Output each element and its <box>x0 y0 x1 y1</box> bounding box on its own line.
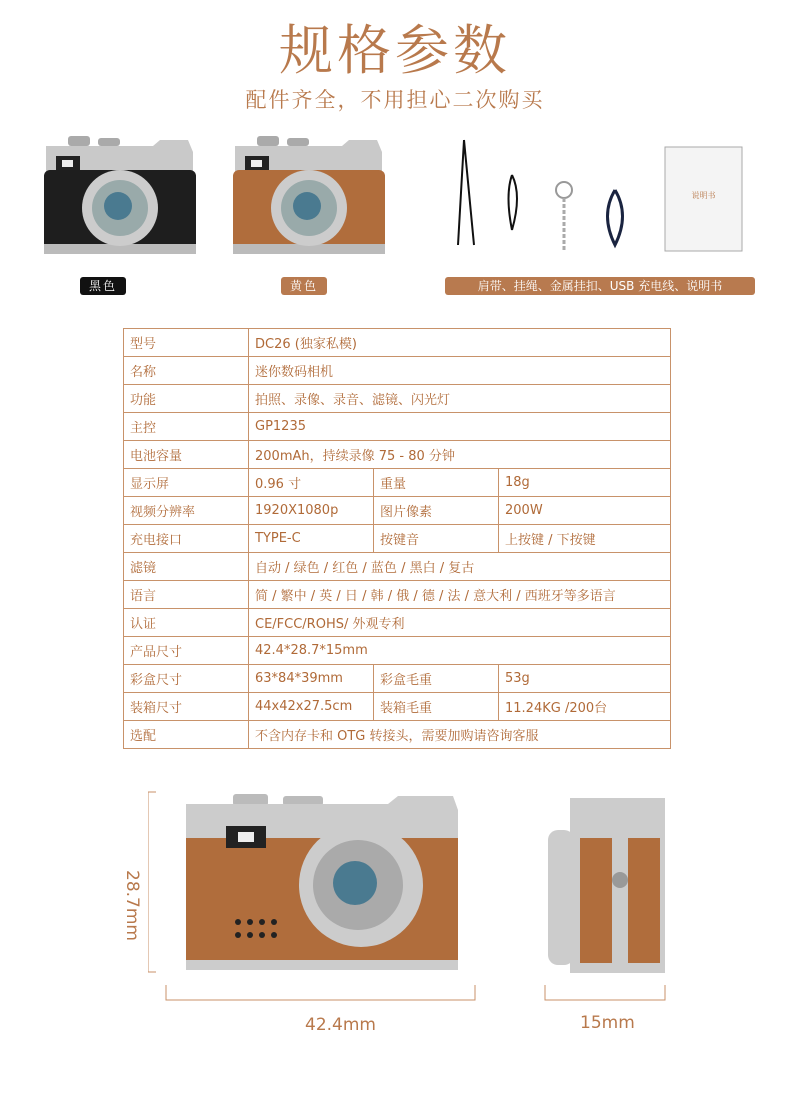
spec-label: 选配 <box>124 721 249 749</box>
spec-value: 200W <box>499 497 671 525</box>
spec-row <box>124 385 671 413</box>
spec-value: 44x42x27.5cm <box>249 693 374 721</box>
page-subtitle: 配件齐全，不用担心二次购买 <box>245 88 545 112</box>
spec-row <box>124 721 671 749</box>
spec-label: 电池容量 <box>124 441 249 469</box>
spec-value: 53g <box>499 665 671 693</box>
spec-label: 装箱毛重 <box>374 693 499 721</box>
spec-value: 18g <box>499 469 671 497</box>
spec-value: 不含内存卡和 OTG 转接头，需要加购请咨询客服 <box>249 721 671 749</box>
spec-label: 主控 <box>124 413 249 441</box>
side-dimension-drawing <box>540 790 670 1005</box>
spec-value: 自动 / 绿色 / 红色 / 蓝色 / 黑白 / 复古 <box>249 553 671 581</box>
spec-value: 200mAh，持续录像 75 - 80 分钟 <box>249 441 671 469</box>
spec-label: 型号 <box>124 329 249 357</box>
spec-value: 拍照、录像、录音、滤镜、闪光灯 <box>249 385 671 413</box>
spec-row <box>124 693 671 721</box>
spec-value: 11.24KG /200台 <box>499 693 671 721</box>
spec-label: 装箱尺寸 <box>124 693 249 721</box>
spec-label: 名称 <box>124 357 249 385</box>
depth-dimension: 15mm <box>580 1013 635 1033</box>
spec-row <box>124 553 671 581</box>
page-title: 规格参数 <box>279 19 511 82</box>
spec-label: 图片像素 <box>374 497 499 525</box>
height-dimension: 28.7mm <box>122 870 142 941</box>
spec-row <box>124 497 671 525</box>
spec-label: 彩盒毛重 <box>374 665 499 693</box>
spec-label: 功能 <box>124 385 249 413</box>
spec-value: 上按键 / 下按键 <box>499 525 671 553</box>
spec-value: TYPE-C <box>249 525 374 553</box>
width-dimension: 42.4mm <box>305 1015 376 1035</box>
spec-value: 0.96 寸 <box>249 469 374 497</box>
spec-label: 按键音 <box>374 525 499 553</box>
spec-label: 视频分辨率 <box>124 497 249 525</box>
spec-label: 滤镜 <box>124 553 249 581</box>
black-camera-image <box>38 132 203 267</box>
spec-value: DC26 (独家私模) <box>249 329 671 357</box>
spec-value: 简 / 繁中 / 英 / 日 / 韩 / 俄 / 德 / 法 / 意大利 / 西班牙等多语言 <box>249 581 671 609</box>
tan-camera-image <box>227 132 392 267</box>
spec-value: 迷你数码相机 <box>249 357 671 385</box>
variant-tag-black: 黑色 <box>80 277 126 295</box>
manual-label: 说明书 <box>691 191 716 200</box>
spec-row <box>124 357 671 385</box>
spec-row <box>124 525 671 553</box>
spec-label: 彩盒尺寸 <box>124 665 249 693</box>
spec-value: CE/FCC/ROHS/ 外观专利 <box>249 609 671 637</box>
spec-row <box>124 609 671 637</box>
spec-row <box>124 581 671 609</box>
spec-value: 63*84*39mm <box>249 665 374 693</box>
spec-label: 重量 <box>374 469 499 497</box>
spec-label: 充电接口 <box>124 525 249 553</box>
shoulder-strap-icon <box>458 140 474 245</box>
keychain-icon <box>556 182 572 198</box>
spec-label: 产品尺寸 <box>124 637 249 665</box>
spec-row <box>124 637 671 665</box>
spec-row <box>124 441 671 469</box>
spec-value: 42.4*28.7*15mm <box>249 637 671 665</box>
spec-row <box>124 665 671 693</box>
usb-cable-icon <box>608 190 623 245</box>
spec-label: 认证 <box>124 609 249 637</box>
spec-table <box>123 328 671 749</box>
spec-row <box>124 469 671 497</box>
spec-label: 显示屏 <box>124 469 249 497</box>
variant-tag-tan: 黄色 <box>281 277 327 295</box>
spec-value: 1920X1080p <box>249 497 374 525</box>
accessories-tag: 肩带、挂绳、金属挂扣、USB 充电线、说明书 <box>445 277 755 295</box>
spec-label: 语言 <box>124 581 249 609</box>
spec-value: GP1235 <box>249 413 671 441</box>
spec-row <box>124 413 671 441</box>
spec-row <box>124 329 671 357</box>
lanyard-icon <box>509 175 518 230</box>
front-dimension-drawing <box>148 790 488 1005</box>
